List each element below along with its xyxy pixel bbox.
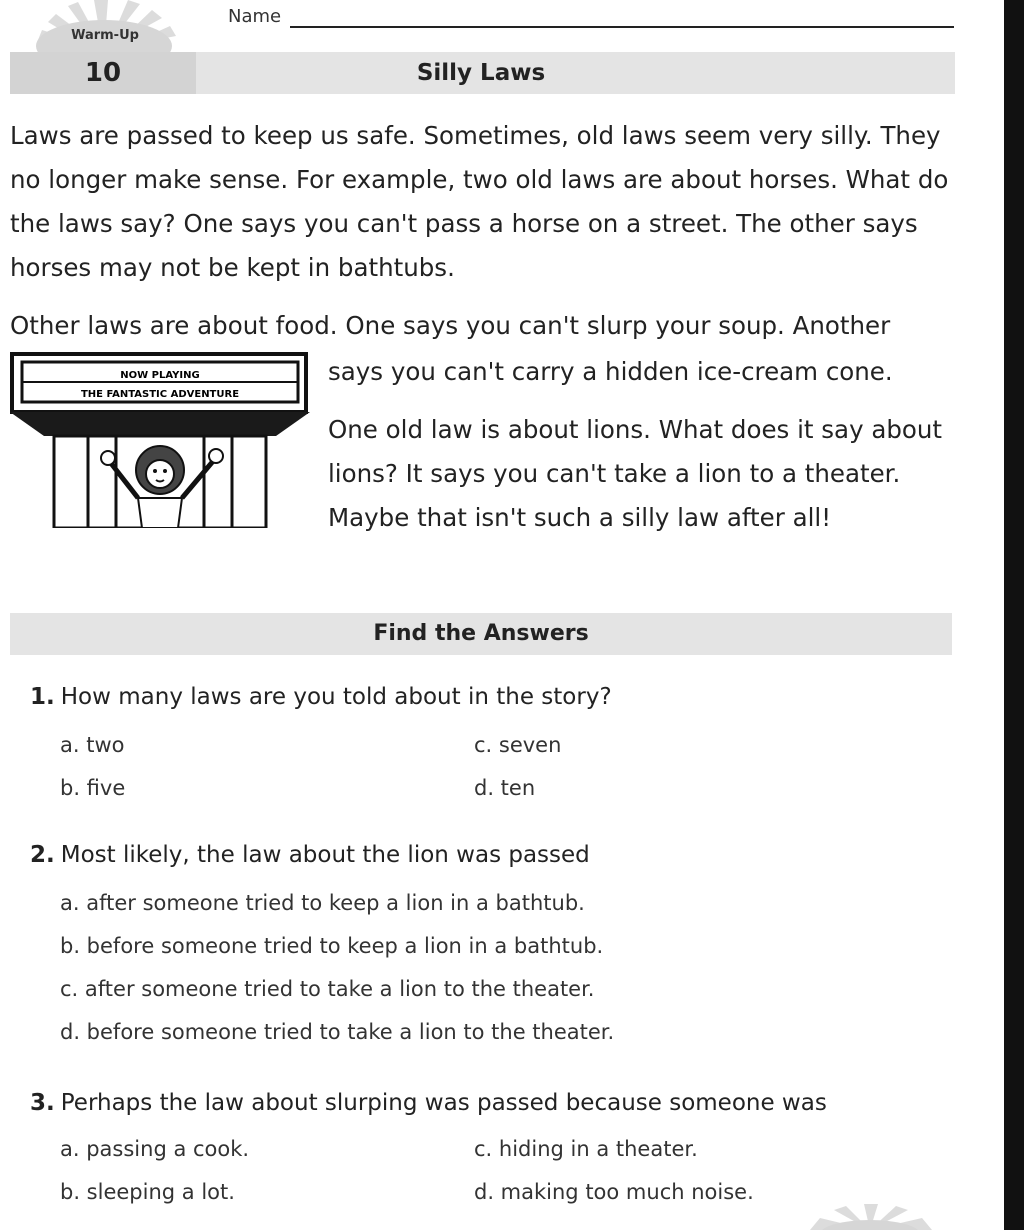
theater-lion-illustration (10, 352, 310, 528)
question-2 (30, 842, 590, 868)
story-paragraph-2-end: says you can't carry a hidden ice-cream cone. (328, 357, 893, 386)
find-answers-header: Find the Answers (10, 613, 952, 655)
q3-option-b[interactable]: b. sleeping a lot. (60, 1180, 235, 1204)
question-number: 3. (30, 1090, 55, 1116)
q2-option-b[interactable]: b. before someone tried to keep a lion in a bathtub. (60, 934, 604, 958)
question-3 (30, 1090, 827, 1116)
marquee-now-playing: NOW PLAYING (120, 370, 200, 381)
story-paragraph-3: One old law is about lions. What does it say about lions? It says you can't take a lion to a theater. Maybe that isn't such a silly law after all! (328, 415, 943, 532)
marquee-movie-title: THE FANTASTIC ADVENTURE (80, 389, 240, 400)
q2-option-d[interactable]: d. before someone tried to take a lion to the theater. (60, 1020, 615, 1044)
question-1 (30, 684, 612, 710)
q2-option-c[interactable]: c. after someone tried to take a lion to the theater. (60, 977, 595, 1001)
page-title: Silly Laws (416, 60, 546, 86)
name-field-line[interactable] (290, 26, 954, 28)
q1-option-b[interactable]: b. five (60, 776, 126, 800)
page-edge-border (1004, 0, 1024, 1230)
question-number: 1. (30, 684, 55, 710)
q2-option-a[interactable]: a. after someone tried to keep a lion in a bathtub. (60, 891, 585, 915)
q1-option-c[interactable]: c. seven (474, 733, 562, 757)
q3-option-d[interactable]: d. making too much noise. (474, 1180, 754, 1204)
question-text: Perhaps the law about slurping was passed because someone was (60, 1090, 827, 1116)
story-paragraph-2-start: Other laws are about food. One says you can't slurp your soup. Another (10, 311, 891, 340)
question-number: 2. (30, 842, 55, 868)
warm-up-label: Warm-Up (71, 28, 139, 43)
q1-option-d[interactable]: d. ten (474, 776, 536, 800)
q1-option-a[interactable]: a. two (60, 733, 125, 757)
name-label: Name (228, 6, 282, 27)
q3-option-a[interactable]: a. passing a cook. (60, 1137, 250, 1161)
q3-option-c[interactable]: c. hiding in a theater. (474, 1137, 698, 1161)
question-text: Most likely, the law about the lion was passed (60, 842, 590, 868)
question-text: How many laws are you told about in the story? (60, 684, 612, 710)
bottom-sunburst-icon (790, 1204, 950, 1230)
warm-up-number: 10 (10, 52, 196, 94)
story-paragraph-1: Laws are passed to keep us safe. Sometimes, old laws seem very silly. They no longer make sense. For example, two old laws are about horses. What do the laws say? One says you can't pass a horse on a street. The other says horses may not be kept in bathtubs. (10, 121, 949, 282)
